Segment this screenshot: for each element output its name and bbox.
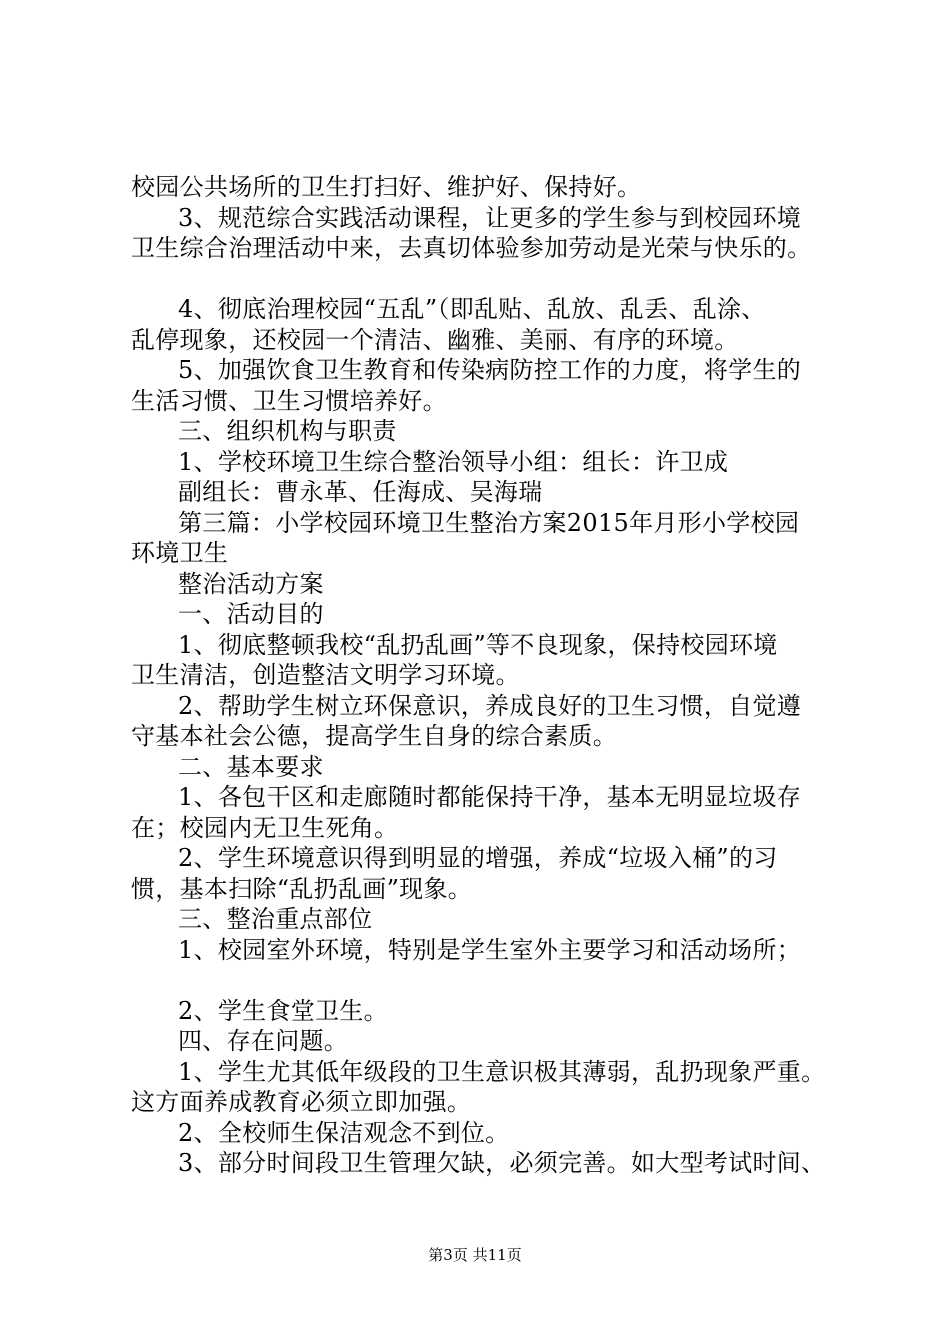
document-body	[131, 172, 851, 1179]
text-line: 卫生清洁，创造整洁文明学习环境。	[131, 661, 520, 689]
text-line: 副组长：曹永革、任海成、吴海瑞	[178, 478, 543, 506]
text-line: 5、加强饮食卫生教育和传染病防控工作的力度，将学生的	[178, 356, 802, 384]
text-line: 4、彻底治理校园“五乱”（即乱贴、乱放、乱丢、乱涂、	[178, 295, 766, 323]
text-line: 惯，基本扫除“乱扔乱画”现象。	[131, 874, 473, 903]
section-heading: 三、整治重点部位	[178, 905, 373, 933]
chapter-title-continued: 环境卫生	[131, 539, 229, 567]
text-line: 在；校园内无卫生死角。	[131, 813, 399, 842]
text-line: 2、学生环境意识得到明显的增强，养成“垃圾入桶”的习	[178, 844, 778, 872]
section-heading: 一、活动目的	[178, 600, 324, 628]
text-line: 校园公共场所的卫生打扫好、维护好、保持好。	[131, 173, 642, 201]
text-line: 3、部分时间段卫生管理欠缺，必须完善。如大型考试时间、	[178, 1149, 826, 1177]
section-heading: 四、存在问题。	[178, 1027, 349, 1055]
text-line: 3、规范综合实践活动课程，让更多的学生参与到校园环境	[178, 203, 802, 232]
text-line: 守基本社会公德，提高学生自身的综合素质。	[131, 722, 617, 750]
text-line: 2、全校师生保洁观念不到位。	[178, 1118, 510, 1147]
text-line: 1、学校环境卫生综合整治领导小组：组长：许卫成	[178, 447, 729, 476]
page-footer: 第3页 共11页	[428, 1246, 522, 1264]
blank-line	[131, 965, 851, 996]
text-line: 1、学生尤其低年级段的卫生意识极其薄弱，乱扔现象严重。	[178, 1057, 826, 1086]
chapter-title: 第三篇：小学校园环境卫生整治方案2015年月形小学校园	[178, 508, 800, 537]
text-line: 1、各包干区和走廊随时都能保持干净，基本无明显垃圾存	[178, 783, 802, 811]
text-line: 1、彻底整顿我校“乱扔乱画”等不良现象，保持校园环境	[178, 630, 778, 659]
section-heading: 三、组织机构与职责	[178, 417, 397, 445]
section-heading: 二、基本要求	[178, 752, 324, 781]
text-line: 卫生综合治理活动中来，去真切体验参加劳动是光荣与快乐的。	[131, 234, 812, 262]
chapter-subtitle: 整治活动方案	[178, 569, 324, 598]
text-line: 乱停现象，还校园一个清洁、幽雅、美丽、有序的环境。	[131, 325, 739, 354]
blank-line	[131, 264, 851, 295]
text-line: 1、校园室外环境，特别是学生室外主要学习和活动场所；	[178, 935, 802, 964]
text-line: 生活习惯、卫生习惯培养好。	[131, 386, 447, 415]
text-line: 这方面养成教育必须立即加强。	[131, 1088, 472, 1116]
text-line: 2、帮助学生树立环保意识，养成良好的卫生习惯，自觉遵	[178, 691, 802, 720]
text-line: 2、学生食堂卫生。	[178, 996, 388, 1025]
